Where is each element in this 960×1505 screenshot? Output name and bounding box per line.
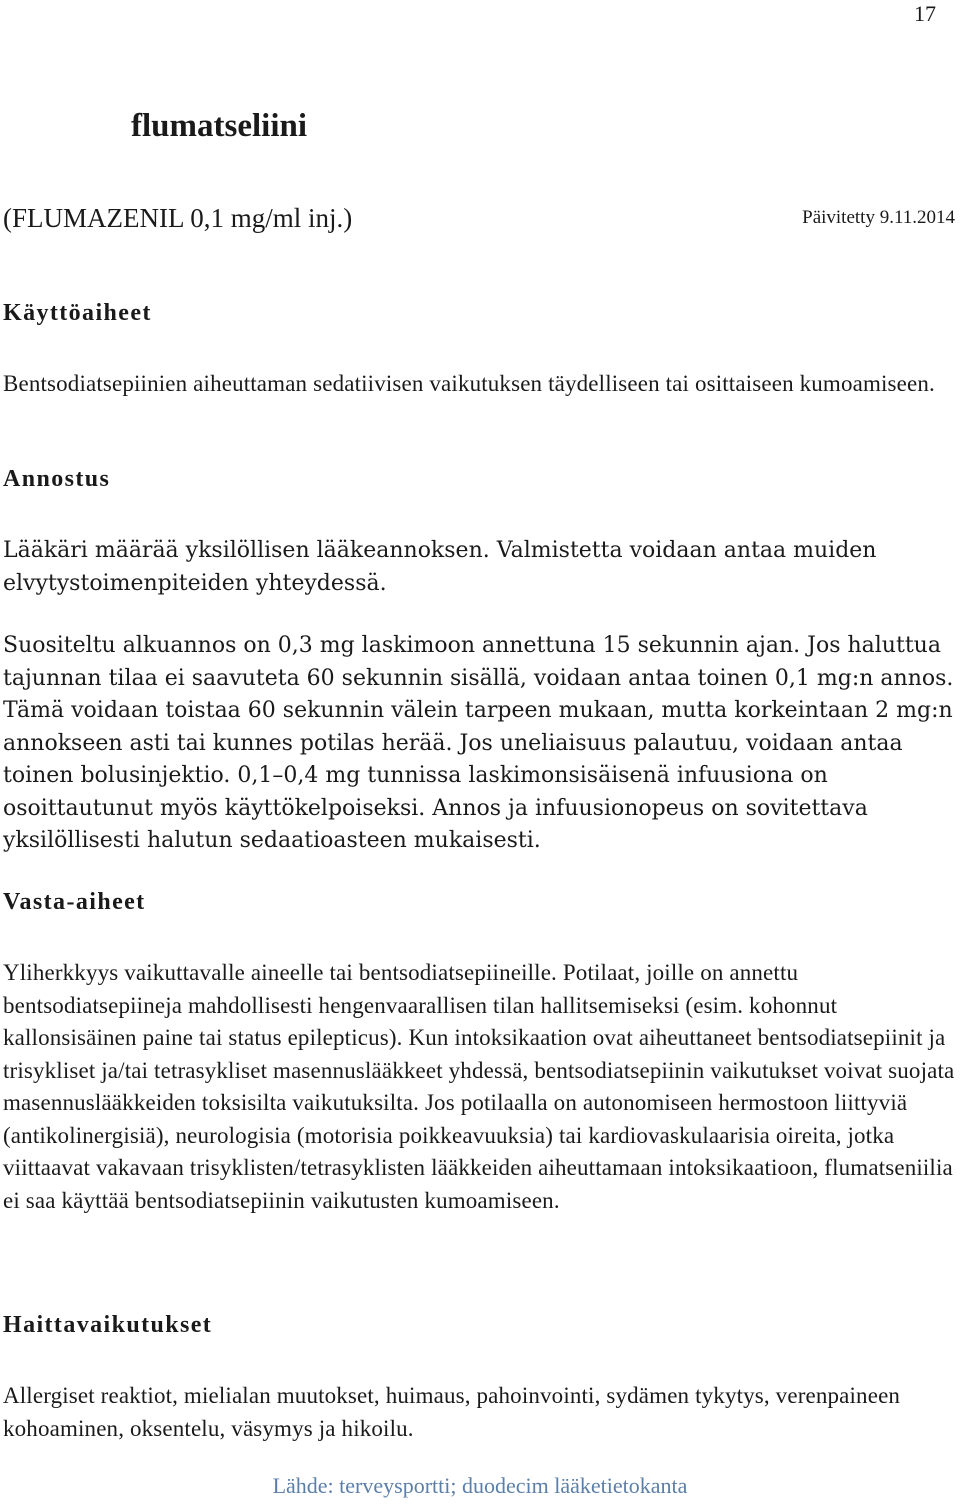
contraindications-text: Yliherkkyys vaikuttavalle aineelle tai bentsodiatsepiineille. Potilaat, joille on annettu bentsodiatsepiineja mahdollisesti hengenvaarallisen tilan hallitsemiseksi (esim. kohonnut kallonsisäinen paine tai status epilepticus). Kun intoksikaation ovat aiheuttaneet bentsodiatsepiinit ja trisykliset ja/tai tetrasykliset masennuslääkkeet yhdessä, bentsodiatsepiinin vaikutukset voivat suojata masennuslääkkeiden toksisilta vaikutuksilta. Jos potilaalla on autonomiseen hermostoon liittyviä (antikolinergisiä), neurologisia (motorisia poikkeavuuksia) tai kardiovaskulaarisia oireita, jotka viittaavat vakavaan trisyklisten/tetrasyklisten lääkkeiden aiheuttamaan intoksikaatioon, flumatseniilia ei saa käyttää bentsodiatsepiinin vaikutusten kumoamiseen.	[3, 960, 955, 1213]
adverse-effects-text: Allergiset reaktiot, mielialan muutokset, huimaus, pahoinvointi, sydämen tykytys, verenpaineen kohoaminen, oksentelu, väsymys ja hikoilu.	[3, 1383, 901, 1441]
subtitle-row	[3, 196, 955, 240]
drug-title: flumatseliini	[131, 108, 308, 144]
dosage-text-2: Suositeltu alkuannos on 0,3 mg laskimoon annettuna 15 sekunnin ajan. Jos haluttua tajunnan tilaa ei saavuteta 60 sekunnin sisällä, voidaan antaa toinen 0,1 mg:n annos. Tämä voidaan toistaa 60 sekunnin välein tarpeen mukaan, mutta korkeintaan 2 mg:n annokseen asti tai kunnes potilas herää. Jos uneliaisuus palautuu, voidaan antaa toinen bolusinjektio. 0,1–0,4 mg tunnissa laskimonsisäisenä infuusiona on osoittautunut myös käyttökelpoiseksi. Annos ja infuusionopeus on sovitettava yksilöllisesti halutun sedaatioasteen mukaisesti.	[3, 633, 954, 853]
updated-date: Päivitetty 9.11.2014	[802, 207, 955, 228]
indications-heading: Käyttöaiheet	[3, 300, 152, 326]
drug-subtitle: (FLUMAZENIL 0,1 mg/ml inj.)	[3, 203, 353, 233]
source-link[interactable]: Lähde: terveysportti; duodecim lääketietokanta	[272, 1473, 688, 1498]
indications-text: Bentsodiatsepiinien aiheuttaman sedatiivisen vaikutuksen täydelliseen tai osittaiseen kumoamiseen.	[3, 371, 935, 396]
dosage-heading: Annostus	[3, 466, 111, 492]
page-number: 17	[914, 1, 936, 26]
contraindications-heading: Vasta-aiheet	[3, 889, 146, 915]
dosage-text-1: Lääkäri määrää yksilöllisen lääkeannoksen. Valmistetta voidaan antaa muiden elvytystoimenpiteiden yhteydessä.	[3, 538, 877, 596]
adverse-effects-heading: Haittavaikutukset	[3, 1312, 213, 1338]
